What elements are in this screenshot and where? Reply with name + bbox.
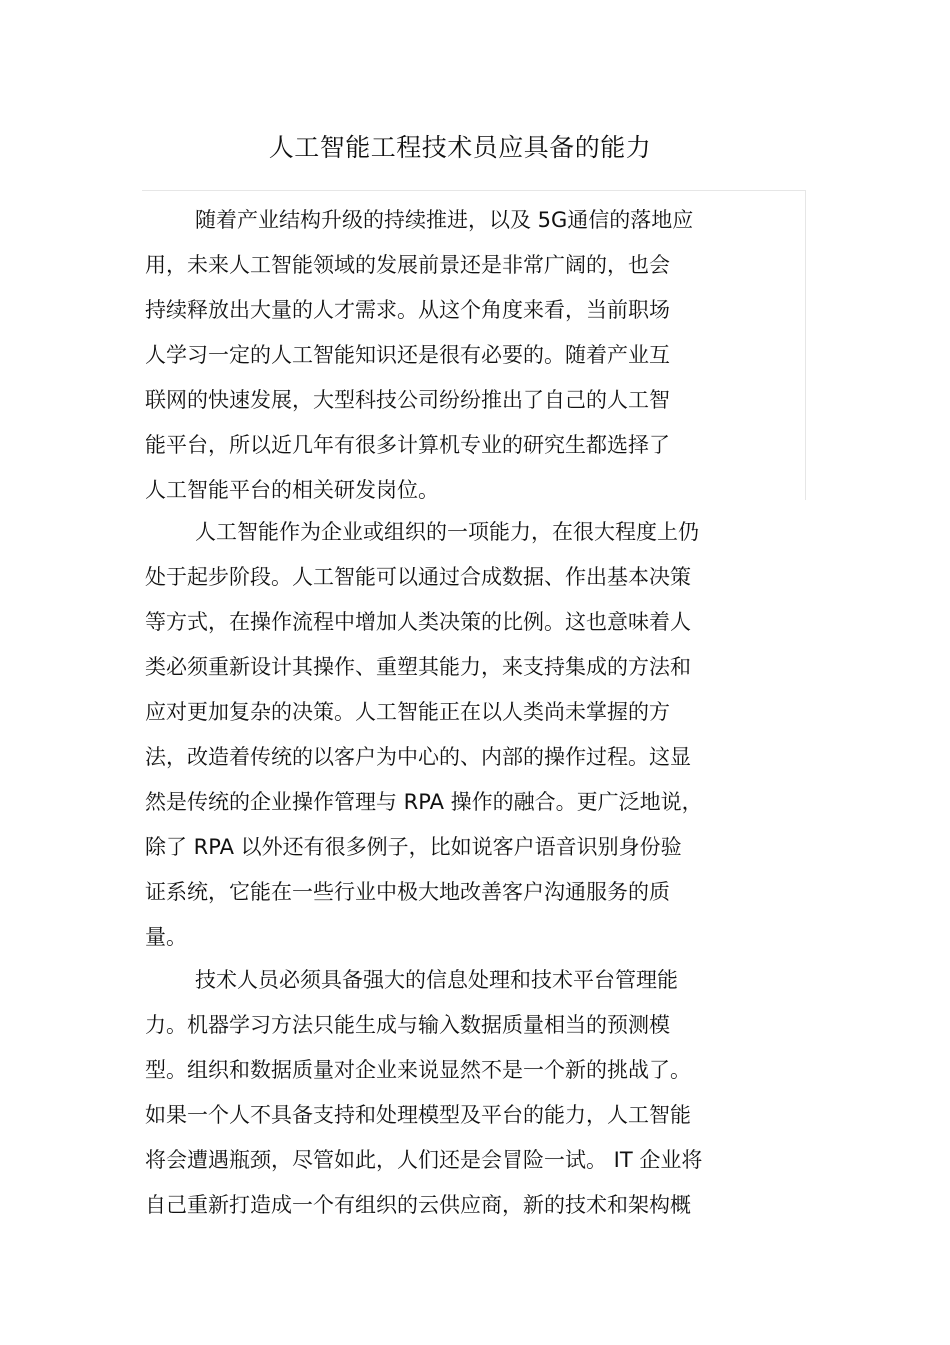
text-line: 证系统，它能在一些行业中极大地改善客户沟通服务的质 [145,880,670,904]
text-line: 用，未来人工智能领域的发展前景还是非常广阔的，也会 [145,253,670,277]
page-title: 人工智能工程技术员应具备的能力 [268,133,652,162]
text-line: 除了 RPA 以外还有很多例子，比如说客户语音识别身份验 [145,835,682,859]
text-line: 法，改造着传统的以客户为中心的、内部的操作过程。这显 [145,745,691,769]
text-line: 随着产业结构升级的持续推进，以及 5G通信的落地应 [195,208,694,232]
text-line: 力。机器学习方法只能生成与输入数据质量相当的预测模 [145,1013,670,1037]
text-line: 量。 [145,925,187,949]
text-line: 等方式，在操作流程中增加人类决策的比例。这也意味着人 [145,610,691,634]
text-line: 人学习一定的人工智能知识还是很有必要的。随着产业互 [145,343,670,367]
text-line: 联网的快速发展，大型科技公司纷纷推出了自己的人工智 [145,388,670,412]
text-line: 能平台，所以近几年有很多计算机专业的研究生都选择了 [145,433,670,457]
text-line: 将会遭遇瓶颈，尽管如此，人们还是会冒险一试。 IT 企业将 [145,1148,703,1172]
text-line: 技术人员必须具备强大的信息处理和技术平台管理能 [195,968,678,992]
text-line: 处于起步阶段。人工智能可以通过合成数据、作出基本决策 [145,565,691,589]
text-line: 类必须重新设计其操作、重塑其能力，来支持集成的方法和 [145,655,691,679]
text-line: 型。组织和数据质量对企业来说显然不是一个新的挑战了。 [145,1058,691,1082]
text-line: 持续释放出大量的人才需求。从这个角度来看，当前职场 [145,298,670,322]
text-line: 自己重新打造成一个有组织的云供应商，新的技术和架构概 [145,1193,691,1217]
text-line: 人工智能平台的相关研发岗位。 [145,478,439,502]
text-line: 人工智能作为企业或组织的一项能力，在很大程度上仍 [195,520,699,544]
text-line: 应对更加复杂的决策。人工智能正在以人类尚未掌握的方 [145,700,670,724]
text-line: 如果一个人不具备支持和处理模型及平台的能力，人工智能 [145,1103,691,1127]
text-line: 然是传统的企业操作管理与 RPA 操作的融合。更广泛地说， [145,790,703,814]
